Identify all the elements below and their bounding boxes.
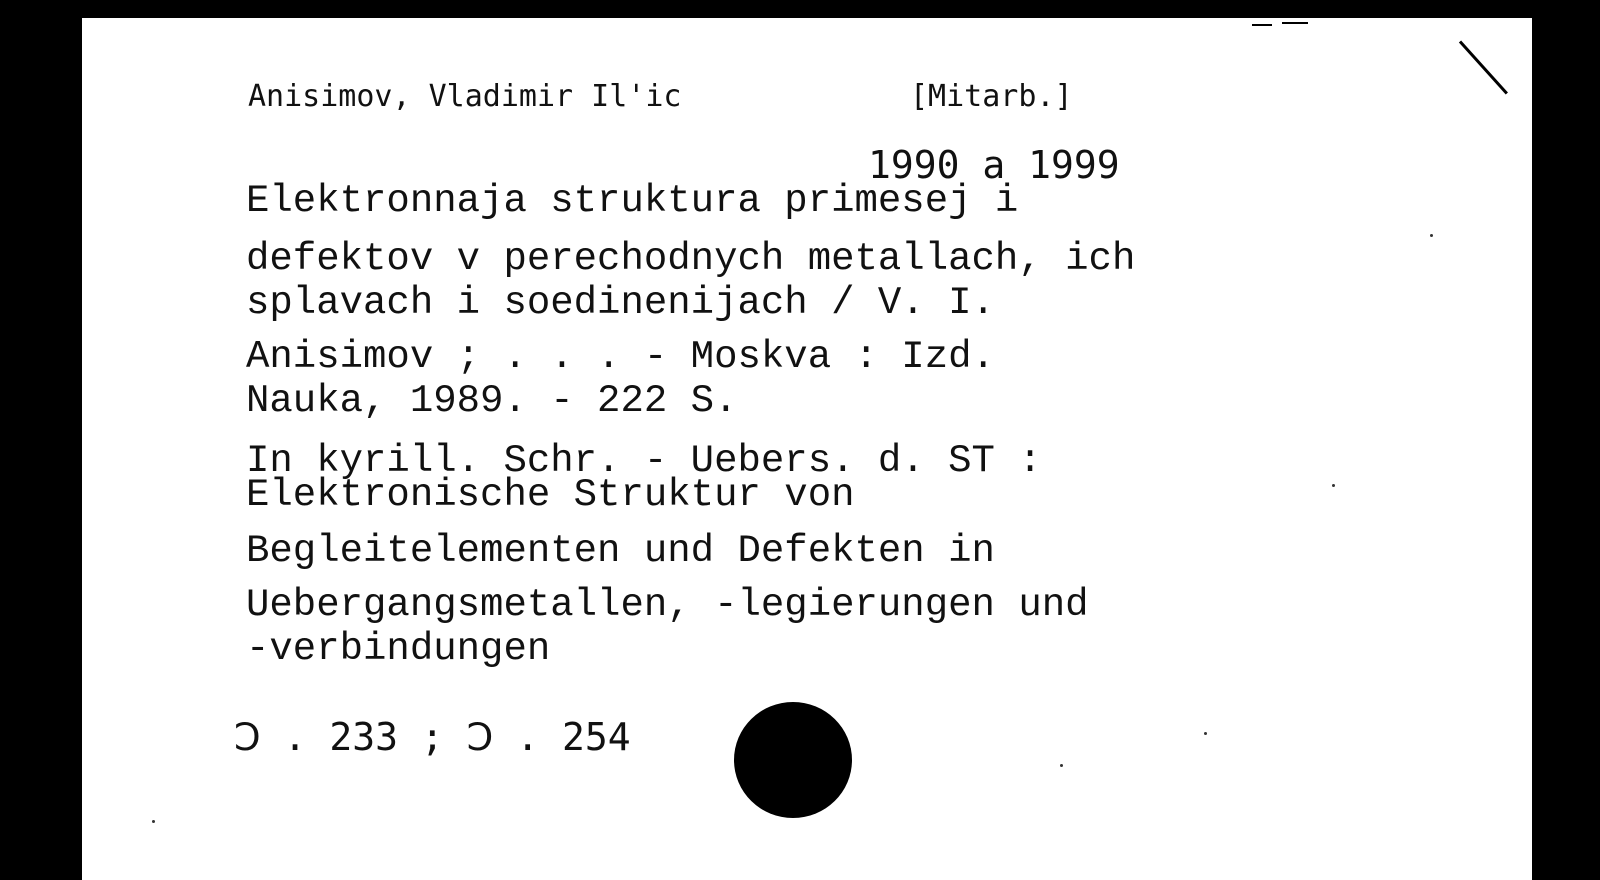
punch-hole	[734, 702, 852, 818]
note-line-3: Begleitelementen und Defekten in	[246, 529, 995, 573]
dust-speck	[1060, 764, 1063, 767]
note-line-2: Elektronische Struktur von	[246, 473, 855, 517]
note-line-5: -verbindungen	[246, 627, 551, 671]
shelfmark: Ↄ . 233 ; Ↄ . 254	[234, 715, 631, 759]
title-line-1: Elektronnaja struktura primesej i	[246, 179, 1019, 223]
year-range: 1990 a 1999	[868, 143, 1120, 187]
author-heading: Anisimov, Vladimir Il'ic	[248, 79, 682, 114]
title-line-2: defektov v perechodnych metallach, ich	[246, 237, 1136, 281]
catalog-card	[82, 18, 1532, 880]
imprint-line-1: Anisimov ; . . . - Moskva : Izd.	[246, 335, 995, 379]
dust-speck	[152, 820, 155, 823]
title-line-3: splavach i soedinenijach / V. I.	[246, 281, 995, 325]
note-line-1: In kyrill. Schr. - Uebers. d. ST :	[246, 439, 1042, 483]
dust-speck	[1332, 484, 1335, 487]
pen-mark-small-2	[1282, 22, 1308, 24]
dust-speck	[1430, 234, 1433, 237]
note-line-4: Uebergangsmetallen, -legierungen und	[246, 583, 1089, 627]
author-role: [Mitarb.]	[910, 79, 1073, 114]
dust-speck	[1204, 732, 1207, 735]
pen-mark-small-1	[1252, 24, 1272, 26]
pen-mark	[1459, 40, 1508, 94]
imprint-line-2: Nauka, 1989. - 222 S.	[246, 379, 738, 423]
